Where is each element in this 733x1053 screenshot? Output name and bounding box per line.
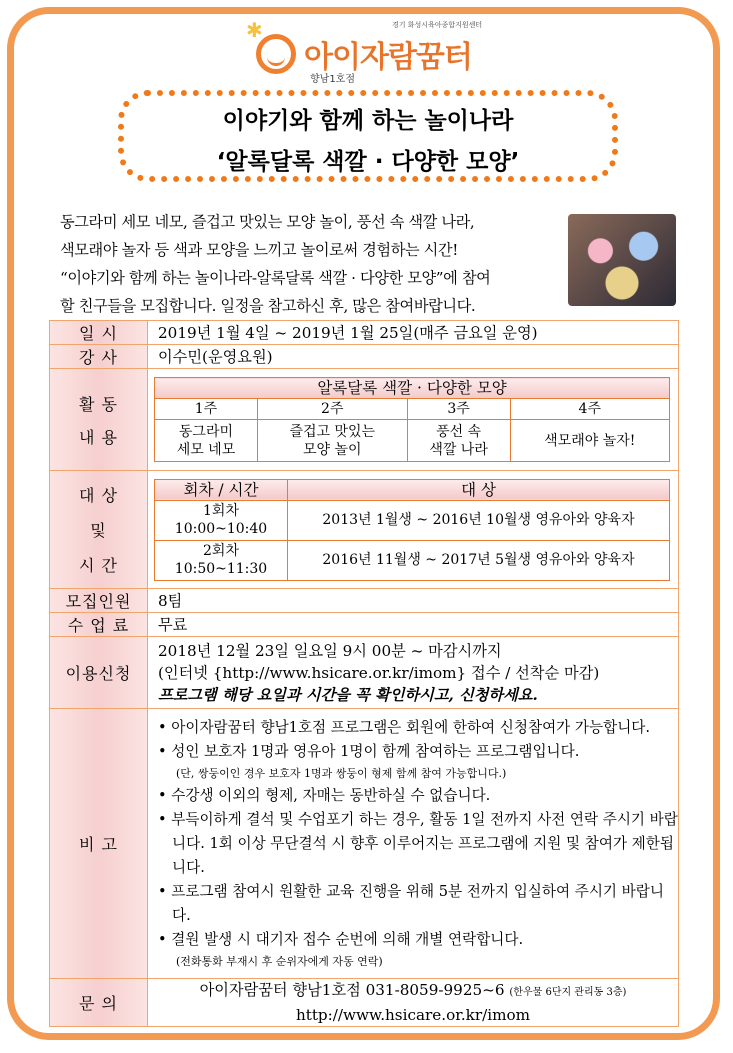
logo-branch: 향남1호점	[310, 74, 356, 85]
target-table	[154, 479, 670, 581]
instructor-label: 강 사	[50, 345, 148, 369]
session-name: 1회차	[203, 503, 239, 519]
note-sub: (단, 쌍둥이인 경우 보호자 1명과 쌍둥이 형제 함께 참여 가능합니다.)	[176, 766, 507, 780]
intro-line: 색모래야 놀자 등 색과 모양을 느끼고 놀이로써 경험하는 시간!	[60, 241, 458, 259]
week-label: 4주	[510, 399, 669, 420]
notes-cell	[148, 709, 679, 979]
target-label-3: 시 간	[79, 556, 118, 575]
note-item: • 프로그램 참여시 원활한 교육 진행을 위해 5분 전까지 입실하여 주시기 바랍니다.	[158, 882, 664, 924]
intro-line: “이야기와 함께 하는 놀이나라-알록달록 색깔 · 다양한 모양”에 참여	[60, 269, 491, 287]
week-label: 1주	[155, 399, 258, 420]
contact-address: (한우물 6단지 관리동 3층)	[509, 987, 627, 998]
week-label: 2주	[257, 399, 407, 420]
activity-header: 알록달록 색깔 · 다양한 모양	[155, 378, 670, 399]
week-content-line: 색깔 나라	[429, 441, 488, 458]
contact-phone: 아이자람꿈터 향남1호점 031-8059-9925~6	[199, 981, 505, 999]
fee-value: 무료	[148, 613, 679, 637]
intro-line: 동그라미 세모 네모, 즐겁고 맛있는 모양 놀이, 풍선 속 색깔 나라,	[60, 213, 475, 231]
notes-label: 비 고	[50, 709, 148, 979]
note-item: • 성인 보호자 1명과 영유아 1명이 함께 참여하는 프로그램입니다.	[158, 742, 580, 760]
apply-label: 이용신청	[50, 637, 148, 709]
fee-label: 수 업 료	[50, 613, 148, 637]
week-label: 3주	[407, 399, 510, 420]
contact-url[interactable]: http://www.hsicare.or.kr/imom	[295, 1006, 531, 1024]
session-name: 2회차	[203, 543, 239, 559]
logo	[246, 18, 492, 85]
title-line1: 이야기와 함께 하는 놀이나라	[222, 108, 514, 134]
session-target: 2016년 11월생 ~ 2017년 5월생 영유아와 양육자	[288, 540, 670, 580]
contact-label: 문 의	[50, 979, 148, 1027]
intro-text	[60, 208, 565, 320]
note-item: • 아이자람꿈터 향남1호점 프로그램은 회원에 한하여 신청참여가 가능합니다.	[158, 718, 651, 736]
capacity-value: 8팀	[148, 589, 679, 613]
notes-list	[148, 712, 678, 976]
activity-label	[50, 369, 148, 471]
apply-period: 2018년 12월 23일 일요일 9시 00분 ~ 마감시까지	[158, 641, 502, 660]
week-content	[257, 420, 407, 462]
week-content-line: 동그라미	[178, 423, 234, 440]
target-cell	[148, 471, 679, 589]
org-name: 경기 화성시육아종합지원센터	[392, 21, 483, 29]
apply-url: (인터넷 {http://www.hsicare.or.kr/imom} 접수 / 선착순 마감)	[158, 663, 600, 682]
activity-label-2: 내 용	[79, 427, 118, 447]
note-item: • 부득이하게 결석 및 수업포기 하는 경우, 활동 1일 전까지 사전 연락 주시기 바랍니다. 1회 이상 무단결석 시 향후 이루어지는 프로그램에 지원 및 참여가 제한됩니다.	[158, 810, 678, 876]
star-icon: ✱	[246, 18, 263, 42]
week-content-line: 색모래야 놀자!	[544, 432, 636, 449]
session-time: 10:50~11:30	[174, 561, 268, 577]
apply-reminder: 프로그램 해당 요일과 시간을 꼭 확인하시고, 신청하세요.	[158, 685, 538, 704]
apply-cell	[148, 637, 679, 709]
capacity-label: 모집인원	[50, 589, 148, 613]
col-time: 회차 / 시간	[155, 479, 288, 500]
week-content	[155, 420, 258, 462]
session-cell	[155, 500, 288, 540]
session-cell	[155, 540, 288, 580]
title-box	[118, 90, 618, 182]
week-content	[510, 420, 669, 462]
target-label-1: 대 상	[79, 486, 118, 505]
session-time: 10:00~10:40	[174, 521, 268, 537]
instructor-value: 이수민(운영요원)	[148, 345, 679, 369]
info-table	[49, 320, 679, 1027]
target-label-2: 및	[90, 521, 107, 540]
title-line2: ‘알록달록 색깔 · 다양한 모양’	[216, 149, 520, 175]
activity-table	[154, 377, 670, 462]
party-photo	[568, 214, 676, 306]
session-target: 2013년 1월생 ~ 2016년 10월생 영유아와 양육자	[288, 500, 670, 540]
schedule-label: 일 시	[50, 321, 148, 345]
note-item: • 수강생 이외의 형제, 자매는 동반하실 수 없습니다.	[158, 786, 491, 804]
week-content-line: 즐겁고 맛있는	[289, 423, 376, 440]
schedule-value: 2019년 1월 4일 ~ 2019년 1월 25일(매주 금요일 운영)	[148, 321, 679, 345]
week-content	[407, 420, 510, 462]
col-target: 대 상	[288, 479, 670, 500]
logo-name: 아이자람꿈터	[304, 40, 472, 75]
smile-icon	[256, 34, 296, 74]
week-content-line: 모양 놀이	[303, 441, 362, 458]
target-label	[50, 471, 148, 589]
intro-line: 할 친구들을 모집합니다. 일정을 참고하신 후, 많은 참여바랍니다.	[60, 297, 476, 315]
note-item: • 결원 발생 시 대기자 접수 순번에 의해 개별 연락합니다.	[158, 930, 524, 948]
week-content-line: 풍선 속	[436, 423, 482, 440]
activity-cell	[148, 369, 679, 471]
week-content-line: 세모 네모	[176, 441, 236, 458]
contact-cell	[148, 979, 679, 1027]
activity-label-1: 활 동	[79, 394, 118, 414]
note-sub: (전화통화 부재시 후 순위자에게 자동 연락)	[176, 954, 383, 968]
